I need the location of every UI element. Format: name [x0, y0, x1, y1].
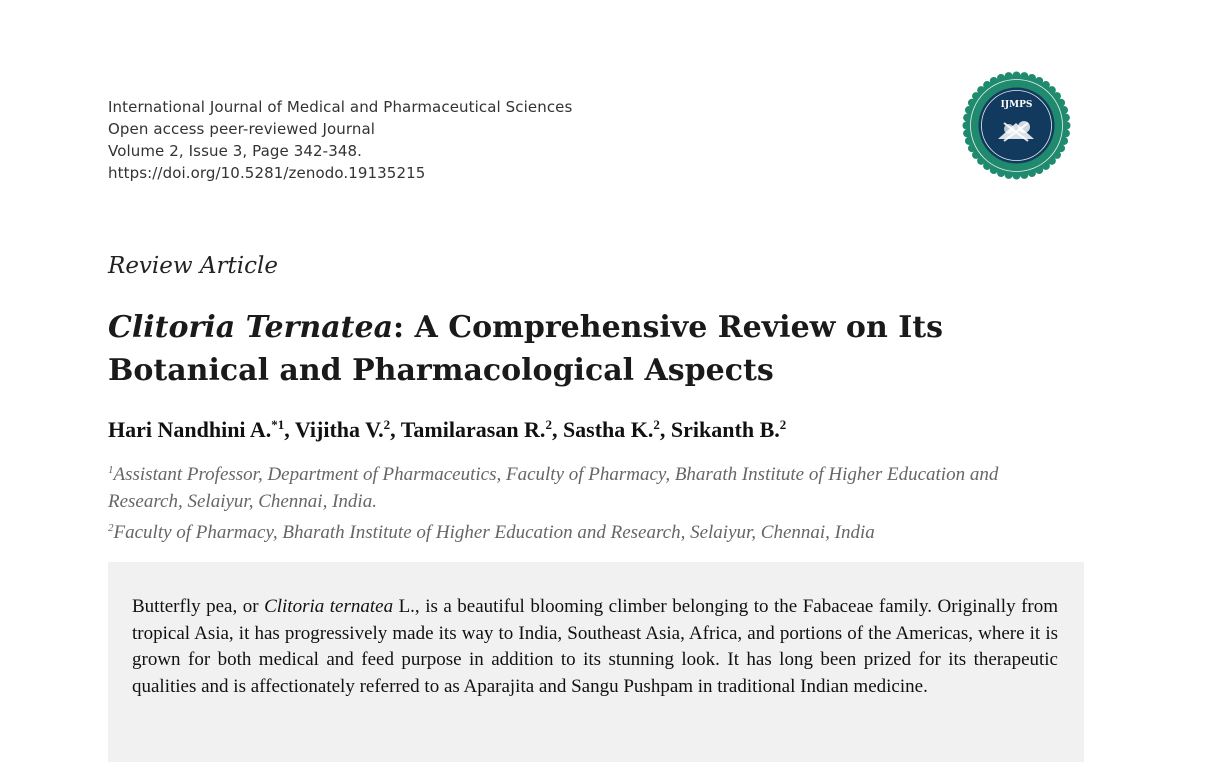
author-mark: 2: [545, 417, 552, 432]
article-type: Review Article: [108, 253, 278, 279]
abstract-species: Clitoria ternatea: [264, 596, 394, 617]
abstract-text: [132, 594, 1058, 700]
abstract-box: [108, 562, 1084, 762]
author-mark: 2: [779, 417, 787, 432]
title-line2: Botanical and Pharmacological Aspects: [108, 353, 774, 388]
journal-volume: Volume 2, Issue 3, Page 342-348.: [108, 142, 362, 160]
author-mark: 2: [383, 417, 391, 432]
author-name: Srikanth B.: [670, 417, 780, 442]
journal-access: Open access peer-reviewed Journal: [108, 120, 376, 138]
author-name: Vijitha V.: [294, 417, 384, 442]
journal-doi[interactable]: https://doi.org/10.5281/zenodo.19135215: [108, 164, 426, 182]
affiliation-mark: 2: [108, 522, 114, 534]
affiliations: [108, 457, 1068, 547]
author-list: Hari Nandhini A.$^{*1}$, Vijitha V.$^2$, Tamilarasan R.$^2$, Sastha K.$^2$, Srikanth B.$^2$: [108, 417, 787, 442]
affiliation-text: Faculty of Pharmacy, Bharath Institute of Higher Education and Research, Selaiyur, Chennai, India: [113, 522, 875, 543]
article-title: [108, 306, 1068, 392]
journal-logo: [962, 71, 1071, 180]
journal-info: [108, 96, 572, 184]
author-name: Hari Nandhini A.: [108, 417, 272, 442]
logo-text: IJMPS: [1000, 100, 1033, 110]
affiliation-2: [108, 515, 1068, 547]
affiliation-1: [108, 457, 1068, 515]
affiliation-text: Assistant Professor, Department of Pharmaceutics, Faculty of Pharmacy, Bharath Institute of Higher Education and Research, Selaiyur, Chennai, India.: [108, 464, 999, 512]
author-name: Tamilarasan R.: [400, 417, 546, 442]
title-species: Clitoria Ternatea: [108, 310, 394, 345]
author-mark: *1: [271, 417, 285, 432]
title-line1-rest: : A Comprehensive Review on Its: [393, 310, 943, 345]
abstract-body: L., is a beautiful blooming climber belonging to the Fabaceae family. Originally from tropical Asia, it has progressively made its way to India, Southeast Asia, Africa, and portions of the Americas, where it is grown for both medical and feed purpose in addition to its stunning look. It has long been prized for its therapeutic qualities and is affectionately referred to as Aparajita and Sangu Pushpam in traditional Indian medicine.: [132, 596, 1059, 697]
journal-name: International Journal of Medical and Pharmaceutical Sciences: [108, 98, 573, 116]
seal-icon: [962, 71, 1071, 180]
author-mark: 2: [653, 417, 660, 432]
author-name: Sastha K.: [562, 417, 654, 442]
affiliation-mark: 1: [108, 464, 114, 476]
abstract-lead: Butterfly pea, or: [132, 596, 265, 617]
